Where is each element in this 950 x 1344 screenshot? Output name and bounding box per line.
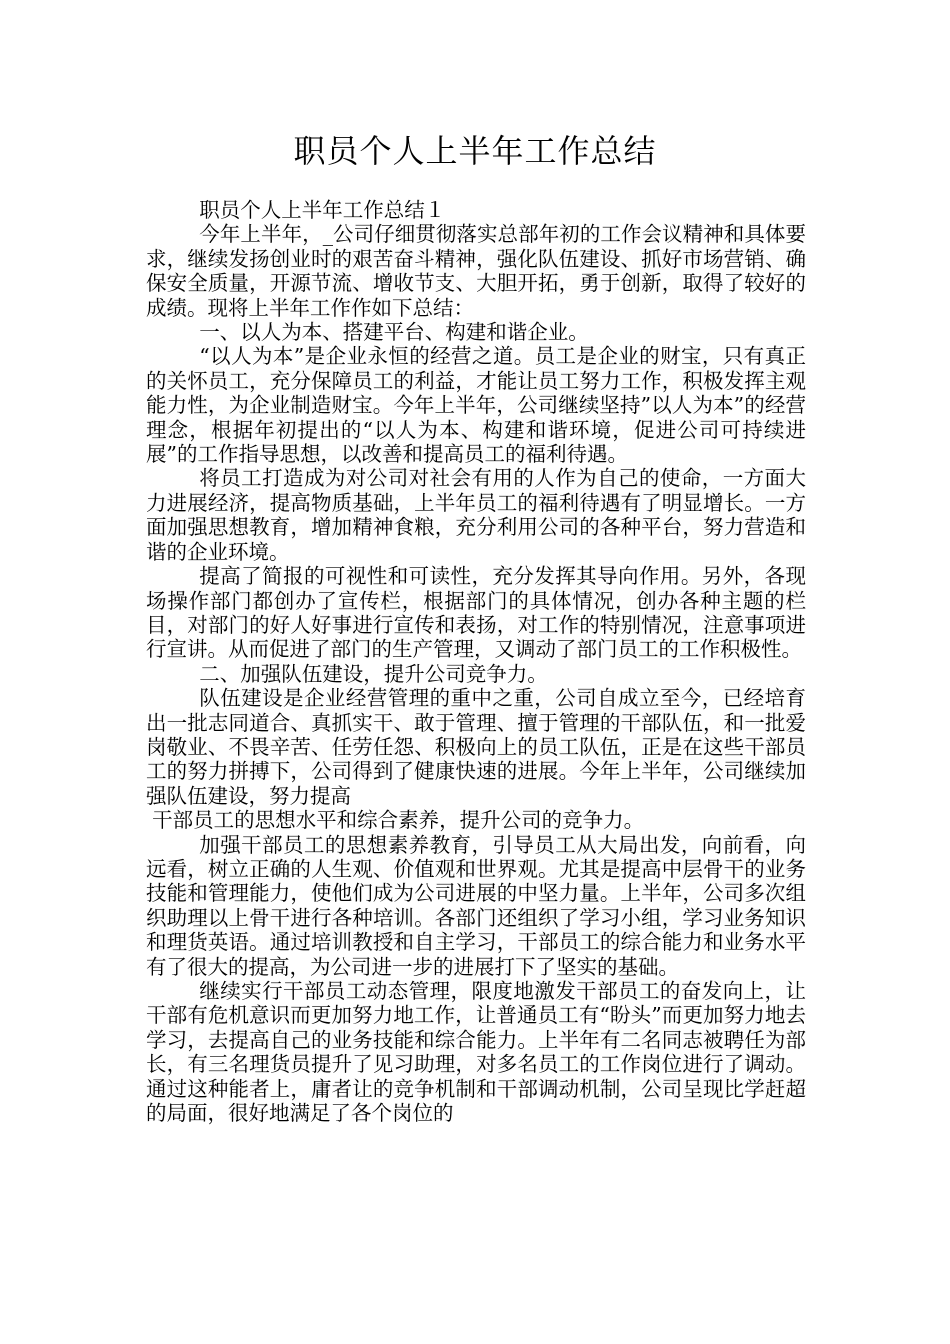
- paragraph-people-oriented: “以人为本”是企业永恒的经营之道。员工是企业的财宝，只有真正的关怀员工，充分保障员工的利益，才能让员工努力工作，积极发挥主观能力性，为企业制造财宝。今年上半年，公司继续坚持”以人为本”的经营理念，根据年初提出的“以人为本、构建和谐环境，促进公司可持续进展”的工作指导思想，以改善和提高员工的福利待遇。: [146, 344, 806, 467]
- paragraph-dynamic-management: 继续实行干部员工动态管理，限度地激发干部员工的奋发向上，让干部有危机意识而更加努力地工作，让普通员工有“盼头”而更加努力地去学习，去提高自己的业务技能和综合能力。上半年有二名同志被聘任为部长，有三名理货员提升了见习助理，对多名员工的工作岗位进行了调动。通过这种能者上，庸者让的竞争机制和干部调动机制，公司呈现比学赶超的局面，很好地满足了各个岗位的: [146, 979, 806, 1126]
- section-heading-1: 一、以人为本、搭建平台、构建和谐企业。: [199, 320, 589, 345]
- paragraph-bulletin: 提高了简报的可视性和可读性，充分发挥其导向作用。另外，各现场操作部门都创办了宣传栏，根据部门的具体情况，创办各种主题的栏目，对部门的好人好事进行宣传和表扬，对工作的特别情况，注意事项进行宣讲。从而促进了部门的生产管理，又调动了部门员工的工作积极性。: [146, 564, 806, 662]
- paragraph-team-building-continued: 干部员工的思想水平和综合素养，提升公司的竞争力。: [152, 808, 645, 833]
- document-body: [146, 198, 806, 1125]
- document-title: 职员个人上半年工作总结: [293, 132, 657, 170]
- paragraph-intro: 今年上半年，_公司仔细贯彻落实总部年初的工作会议精神和具体要求，继续发扬创业时的艰苦奋斗精神，强化队伍建设、抓好市场营销、确保安全质量，开源节流、增收节支、大胆开拓，勇于创新，取得了较好的成绩。现将上半年工作作如下总结：: [146, 222, 806, 320]
- paragraph-team-building: 队伍建设是企业经营管理的重中之重，公司自成立至今，已经培育出一批志同道合、真抓实干、敢于管理、擅于管理的干部队伍，和一批爱岗敬业、不畏辛苦、任劳任怨、积极向上的员工队伍，正是在这些干部员工的努力拼搏下，公司得到了健康快速的进展。今年上半年，公司继续加强队伍建设，努力提高: [146, 686, 806, 808]
- paragraph-training: 加强干部员工的思想素养教育，引导员工从大局出发，向前看，向远看，树立正确的人生观、价值观和世界观。尤其是提高中层骨干的业务技能和管理能力，使他们成为公司进展的中坚力量。上半年，公司多次组织助理以上骨干进行各种培训。各部门还组织了学习小组，学习业务知识和理货英语。通过培训教授和自主学习，干部员工的综合能力和业务水平有了很大的提高，为公司进一步的进展打下了坚实的基础。: [146, 832, 806, 979]
- section-heading-2: 二、加强队伍建设，提升公司竞争力。: [199, 661, 548, 686]
- paragraph-mission: 将员工打造成为对公司对社会有用的人作为自己的使命，一方面大力进展经济，提高物质基础，上半年员工的福利待遇有了明显增长。一方面加强思想教育，增加精神食粮，充分利用公司的各种平台，努力营造和谐的企业环境。: [146, 466, 806, 564]
- paragraph-subtitle: 职员个人上半年工作总结１: [199, 198, 446, 222]
